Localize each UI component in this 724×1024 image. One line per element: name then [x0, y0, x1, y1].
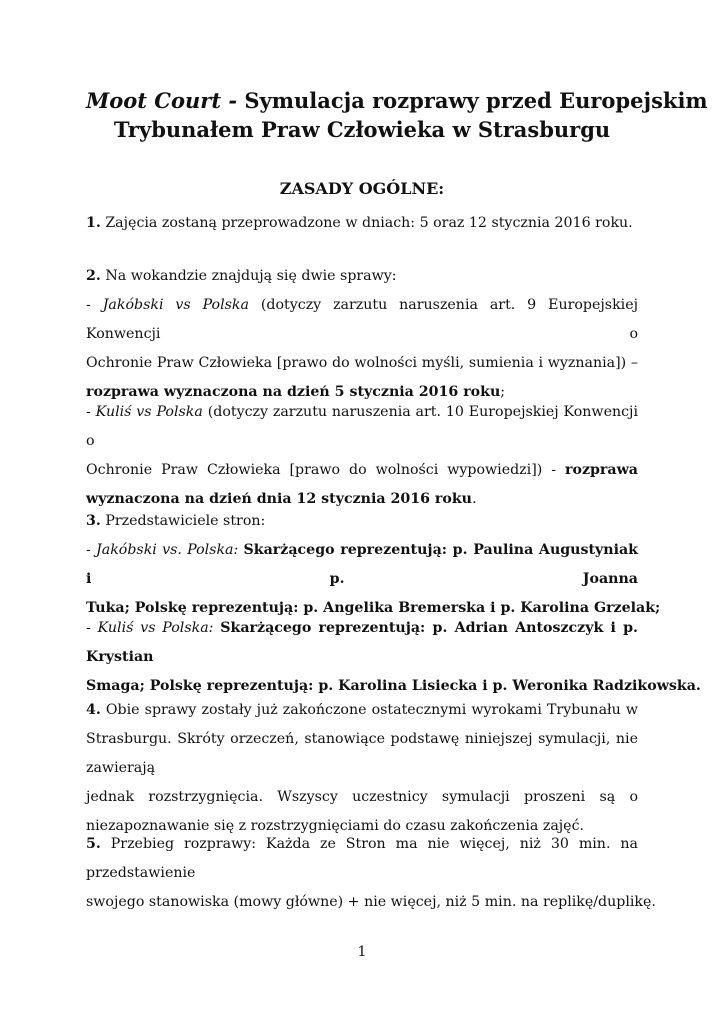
title-line2: Trybunałem Praw Człowieka w Strasburgu [113, 117, 611, 142]
paragraph-intro: Na wokandzie znajdują się dwie sprawy: [105, 268, 397, 284]
paragraph-number: 4. [86, 702, 101, 718]
paragraph-number: 2. [86, 268, 101, 284]
paragraph-3: 3. Przedstawiciele stron: - Jakóbski vs. Polska: Skarżącego reprezentują: p. Paulina Augustyniak i p. Joanna Tuka; Polskę reprezentują: p. Angelika Bremerska i p. Karolina Grzelak; [86, 513, 661, 616]
paragraph-5: 5. Przebieg rozprawy: Każda ze Stron ma nie więcej, niż 30 min. na przedstawienie swojego stanowiska (mowy główne) + nie więcej, niż 5 min. na replikę/duplikę. [86, 836, 656, 910]
paragraph-text: Zajęcia zostaną przeprowadzone w dniach: 5 oraz 12 stycznia 2016 roku. [105, 215, 633, 231]
paragraph-2-case-2: - Kuliś vs Polska (dotyczy zarzutu naruszenia art. 10 Europejskiej Konwencji o Ochronie Praw Człowieka [prawo do wolności wypowiedzi]) - rozprawa wyznaczona na dzień dnia 12 stycznia 2016 roku. [86, 404, 638, 507]
hearing-date: wyznaczona na dzień dnia 12 stycznia 2016 roku [86, 491, 472, 507]
section-heading: ZASADY OGÓLNE: [279, 179, 445, 198]
case-name: Jakóbski vs Polska [102, 297, 249, 313]
page-number: 1 [357, 944, 367, 960]
case-name: Kuliś vs Polska: [97, 620, 214, 636]
title-italic: Moot Court - [86, 88, 238, 113]
case-desc: Ochronie Praw Człowieka [prawo do wolności myśli, sumienia i wyznania]) – [86, 355, 638, 371]
paragraph-4: 4. Obie sprawy zostały już zakończone ostatecznymi wyrokami Trybunału w Strasburgu. Skróty orzeczeń, stanowiące podstawę niniejszej symulacji, nie zawierają jednak rozstrzygnięcia. Wszyscy uczestnicy symulacji proszeni są o niezapoznawanie się z rozstrzygnięciami do czasu zakończenia zajęć. [86, 702, 639, 834]
paragraph-2: 2. Na wokandzie znajdują się dwie sprawy: - Jakóbski vs Polska (dotyczy zarzutu naruszenia art. 9 Europejskiej Konwencji o Ochronie Praw Człowieka [prawo do wolności myśli, sumienia i wyznania]) – rozprawa wyznaczona na dzień 5 stycznia 2016 roku; [86, 268, 639, 400]
paragraph-1 [86, 209, 638, 238]
paragraph-3-case-2: - Kuliś vs Polska: Skarżącego reprezentują: p. Adrian Antoszczyk i p. Krystian Smaga; Polskę reprezentują: p. Karolina Lisiecka i p. Weronika Radzikowska. [86, 620, 701, 694]
paragraph-number: 5. [86, 836, 101, 852]
hearing-date: rozprawa wyznaczona na dzień 5 stycznia 2016 roku [86, 384, 501, 400]
paragraph-number: 1. [86, 215, 101, 231]
representatives: Tuka; Polskę reprezentują: p. Angelika Bremerska i p. Karolina Grzelak; [86, 600, 661, 616]
case-name: Kuliś vs Polska [95, 404, 203, 420]
paragraph-intro: Przedstawiciele stron: [105, 513, 266, 529]
document-title [86, 86, 708, 144]
case-name: Jakóbski vs. Polska: [96, 542, 239, 558]
title-line1: Symulacja rozprawy przed Europejskim [244, 88, 708, 113]
paragraph-number: 3. [86, 513, 101, 529]
representatives: Smaga; Polskę reprezentują: p. Karolina Lisiecka i p. Weronika Radzikowska. [86, 678, 701, 694]
